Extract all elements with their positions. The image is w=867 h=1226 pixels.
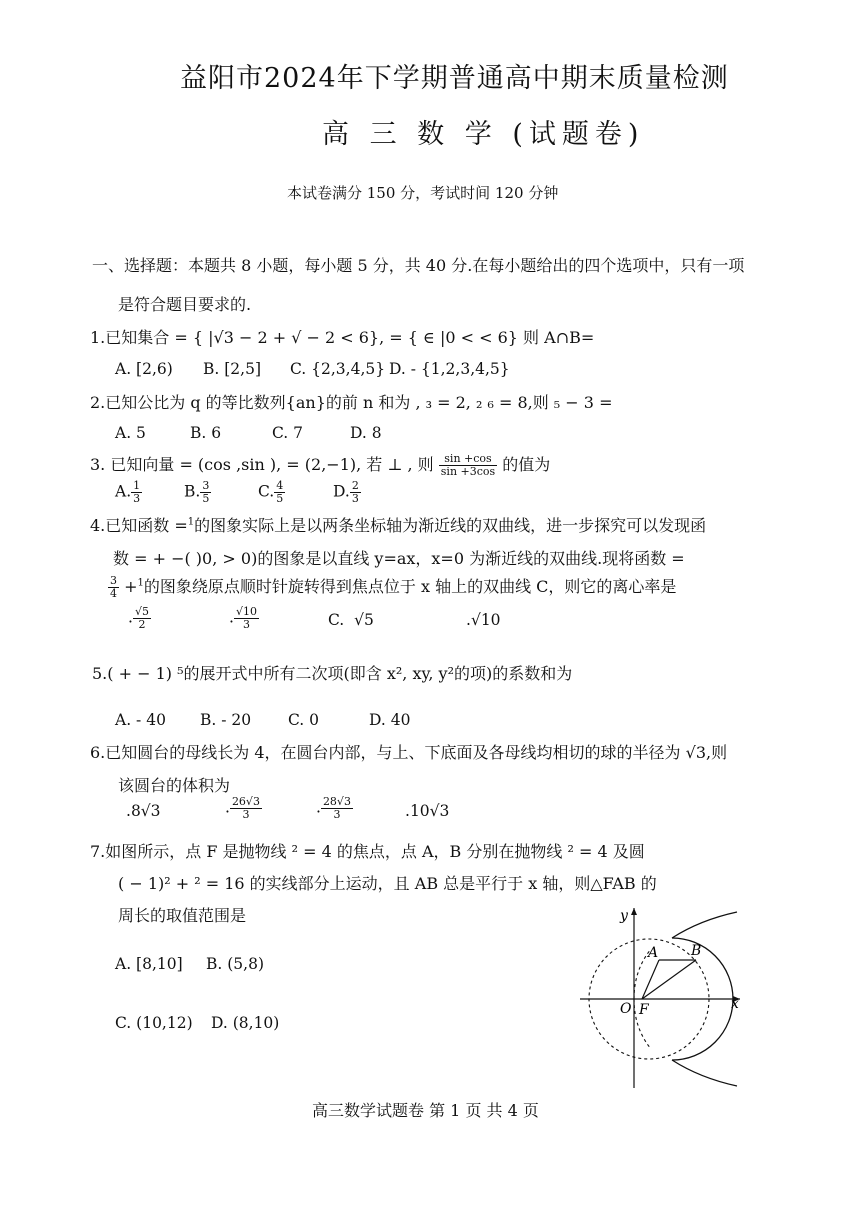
q4-line3-den: 4 [110,587,117,600]
q7-option-d: D. (8,10) [211,1014,280,1032]
parabola-solid-lower [672,1060,737,1086]
q4-option-d-text: √10 [470,611,501,629]
q6-option-c [316,796,353,821]
question-3-stem [90,452,550,478]
q3-stem-a: 3. 已知向量 = (cos ,sin ), = (2,−1), 若 ⊥ , 则 [90,455,434,474]
q4-option-a-den: 2 [138,618,146,631]
q3-option-d [333,480,361,505]
focus-label: F [639,1002,649,1018]
question-7-line2: ( − 1)² + ² = 16 的实线部分上运动，且 AB 总是平行于 x 轴，则△FAB 的 [118,874,657,893]
q6-option-d-label: . [405,802,410,820]
q6-option-d-text: 10√3 [409,802,450,820]
q7-option-c: C. (10,12) [115,1014,193,1032]
q3-stem-b: 的值为 [502,455,551,474]
q6-option-a [126,802,161,820]
q4-option-b-num: √10 [235,605,257,618]
section-heading-cont: 是符合题目要求的. [118,295,252,314]
q2-option-c: C. 7 [272,424,304,442]
q4-option-c-label: C. [328,611,345,629]
q6-option-a-label: . [126,802,131,820]
q3-option-b-label: B. [184,482,201,501]
question-2-stem: 2.已知公比为 q 的等比数列{an}的前 n 和为 , ₃ = 2, ₂ ₆ = 8,则 ₅ − 3 = [90,393,613,412]
q3-option-a-label: A. [115,482,132,501]
q3-option-c-den: 5 [276,492,284,505]
q3-option-b [184,480,211,505]
exam-title: 益阳市2024年下学期普通高中期末质量检测 [180,63,729,94]
q3-option-a-num: 1 [133,479,141,492]
q4-line1-sup: 1 [187,516,195,528]
q3-option-c-num: 4 [276,479,284,492]
exam-subtitle: 高 三 数 学 (试题卷) [322,119,645,150]
q3-option-d-num: 2 [351,479,359,492]
question-5-stem: 5.( + − 1) ⁵的展开式中所有二次项(即含 x², xy, y²的项)的系数和为 [92,664,573,683]
section-heading: 一、选择题：本题共 8 小题，每小题 5 分，共 40 分.在每小题给出的四个选项中，只有一项 [92,256,745,275]
q6-option-b-num: 26√3 [231,795,260,808]
q3-option-a [115,480,142,505]
q6-option-c-num: 28√3 [322,795,351,808]
q3-option-c-label: C. [258,482,275,501]
q6-option-c-label: . [316,798,321,817]
y-axis-arrow [631,908,637,915]
q3-fraction-den: sin +3cos [440,465,496,478]
question-1-stem: 1.已知集合 = { |√3 − 2 + √ − 2 < 6}, = { ∈ |0 < < 6} 则 A∩B= [90,328,595,347]
q6-option-c-den: 3 [333,808,341,821]
q2-option-b: B. 6 [190,424,222,442]
question-4-line1 [90,513,706,536]
q7-option-b: B. (5,8) [206,955,264,973]
q4-option-c-text: √5 [354,611,374,629]
q3-fraction [439,453,497,478]
q4-option-d [466,611,501,629]
question-6-line1: 6.已知圆台的母线长为 4，在圆台内部，与上、下底面及各母线均相切的球的半径为 √3,则 [90,743,728,762]
q4-line1-a: 4.已知函数 = [90,516,188,535]
y-axis-label: y [620,908,628,924]
q6-option-b [225,796,262,821]
page-footer: 高三数学试题卷 第 1 页 共 4 页 [312,1101,539,1120]
q4-line3-c: 的图象绕原点顺时针旋转得到焦点位于 x 轴上的双曲线 C，则它的离心率是 [143,577,677,596]
point-a-label: A [648,945,659,961]
question-6-line2: 该圆台的体积为 [118,776,231,795]
question-7-line3: 周长的取值范围是 [118,906,247,925]
q6-option-b-den: 3 [242,808,250,821]
q7-figure [575,900,750,1095]
q4-option-b [229,606,259,631]
q4-line3-b: + [119,577,138,596]
q1-option-d: D. - {1,2,3,4,5} [389,360,510,378]
q4-line1-b: 的图象实际上是以两条坐标轴为渐近线的双曲线，进一步探究可以发现函 [194,516,707,535]
q1-option-b: B. [2,5] [203,360,261,378]
q4-option-c [328,611,374,629]
q4-line3-num: 3 [110,574,117,587]
q3-option-b-num: 3 [202,479,210,492]
q4-option-b-den: 3 [242,618,250,631]
q2-option-a: A. 5 [115,424,146,442]
q3-option-a-den: 3 [133,492,141,505]
q3-option-c [258,480,285,505]
q5-option-b: B. - 20 [200,711,252,729]
q3-option-d-label: D. [333,482,350,501]
q6-option-b-label: . [225,798,230,817]
q1-option-a: A. [2,6) [115,360,173,378]
q4-line3-sup: 1 [137,577,144,589]
x-axis-label: x [731,996,739,1012]
q4-option-d-label: . [466,611,471,629]
parabola-solid-upper [672,912,737,938]
q7-option-a: A. [8,10] [115,955,183,973]
question-4-line3 [108,574,676,600]
q4-option-a-label: . [128,608,133,627]
question-4-line2: 数 = + −( )0, > 0)的图象是以直线 y=ax，x=0 为渐近线的双曲线.现将函数 = [113,549,685,568]
q5-option-a: A. - 40 [115,711,166,729]
q4-option-a-num: √5 [134,605,149,618]
q5-option-c: C. 0 [288,711,320,729]
q6-option-a-text: 8√3 [130,802,161,820]
q2-option-d: D. 8 [350,424,382,442]
origin-label: O [620,1001,632,1017]
q4-option-b-label: . [229,608,234,627]
q3-option-d-den: 3 [351,492,359,505]
q5-option-d: D. 40 [369,711,411,729]
point-b-label: B [691,943,702,959]
q6-option-d [405,802,449,820]
q3-option-b-den: 5 [202,492,210,505]
q3-fraction-num: sin +cos [439,453,497,466]
exam-info: 本试卷满分 150 分，考试时间 120 分钟 [287,184,559,202]
question-7-line1: 7.如图所示，点 F 是抛物线 ² = 4 的焦点，点 A，B 分别在抛物线 ² = 4 及圆 [90,842,645,861]
q1-option-c: C. {2,3,4,5} [290,360,386,378]
q4-option-a [128,606,151,631]
